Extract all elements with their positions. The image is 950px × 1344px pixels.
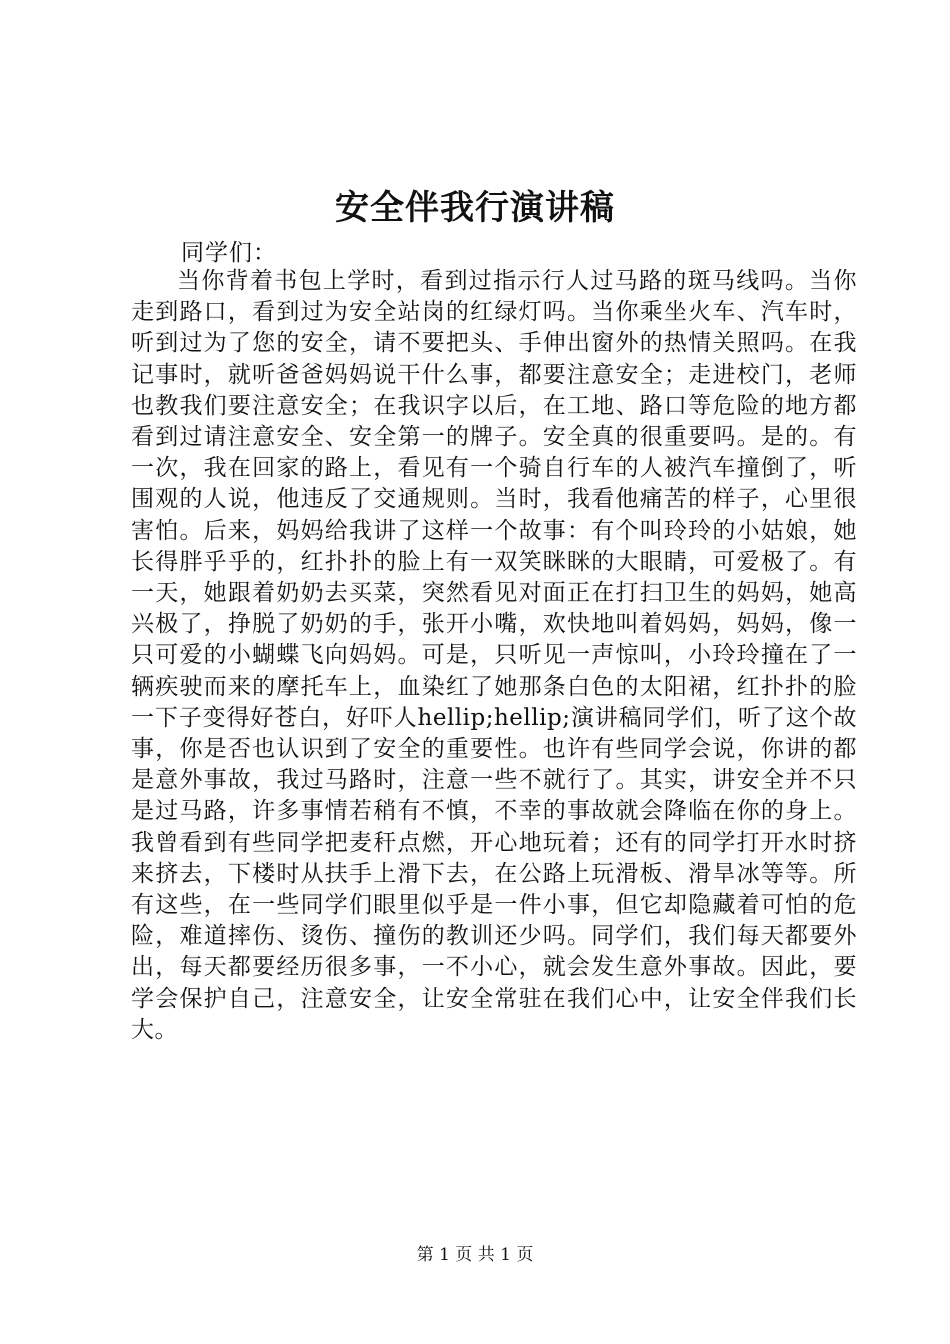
greeting-line: 同学们：	[181, 240, 277, 266]
document-title: 安全伴我行演讲稿	[335, 188, 615, 228]
speech-body-paragraph: 当你背着书包上学时，看到过指示行人过马路的斑马线吗。当你走到路口，看到过为安全站岗的红绿灯吗。当你乘坐火车、汽车时，听到过为了您的安全，请不要把头、手伸出窗外的热情关照吗。在我记事时，就听爸爸妈妈说干什么事，都要注意安全；走进校门，老师也教我们要注意安全；在我识字以后，在工地、路口等危险的地方都看到过请注意安全、安全第一的牌子。安全真的很重要吗。是的。有一次，我在回家的路上，看见有一个骑自行车的人被汽车撞倒了，听围观的人说，他违反了交通规则。当时，我看他痛苦的样子，心里很害怕。后来，妈妈给我讲了这样一个故事：有个叫玲玲的小姑娘，她长得胖乎乎的，红扑扑的脸上有一双笑眯眯的大眼睛，可爱极了。有一天，她跟着奶奶去买菜，突然看见对面正在打扫卫生的妈妈，她高兴极了，挣脱了奶奶的手，张开小嘴，欢快地叫着妈妈，妈妈，像一只可爱的小蝴蝶飞向妈妈。可是，只听见一声惊叫，小玲玲撞在了一辆疾驶而来的摩托车上，血染红了她那条白色的太阳裙，红扑扑的脸一下子变得好苍白，好吓人hellip;hellip;演讲稿同学们，听了这个故事，你是否也认识到了安全的重要性。也许有些同学会说，你讲的都是意外事故，我过马路时，注意一些不就行了。其实，讲安全并不只是过马路，许多事情若稍有不慎，不幸的事故就会降临在你的身上。我曾看到有些同学把麦秆点燃，开心地玩着；还有的同学打开水时挤来挤去，下楼时从扶手上滑下去，在公路上玩滑板、滑旱冰等等。所有这些，在一些同学们眼里似乎是一件小事，但它却隐藏着可怕的危险，难道摔伤、烫伤、撞伤的教训还少吗。同学们，我们每天都要外出，每天都要经历很多事，一不小心，就会发生意外事故。因此，要学会保护自己，注意安全，让安全常驻在我们心中，让安全伴我们长大。	[131, 268, 857, 1043]
page-footer: 第 1 页 共 1 页	[416, 1245, 534, 1265]
